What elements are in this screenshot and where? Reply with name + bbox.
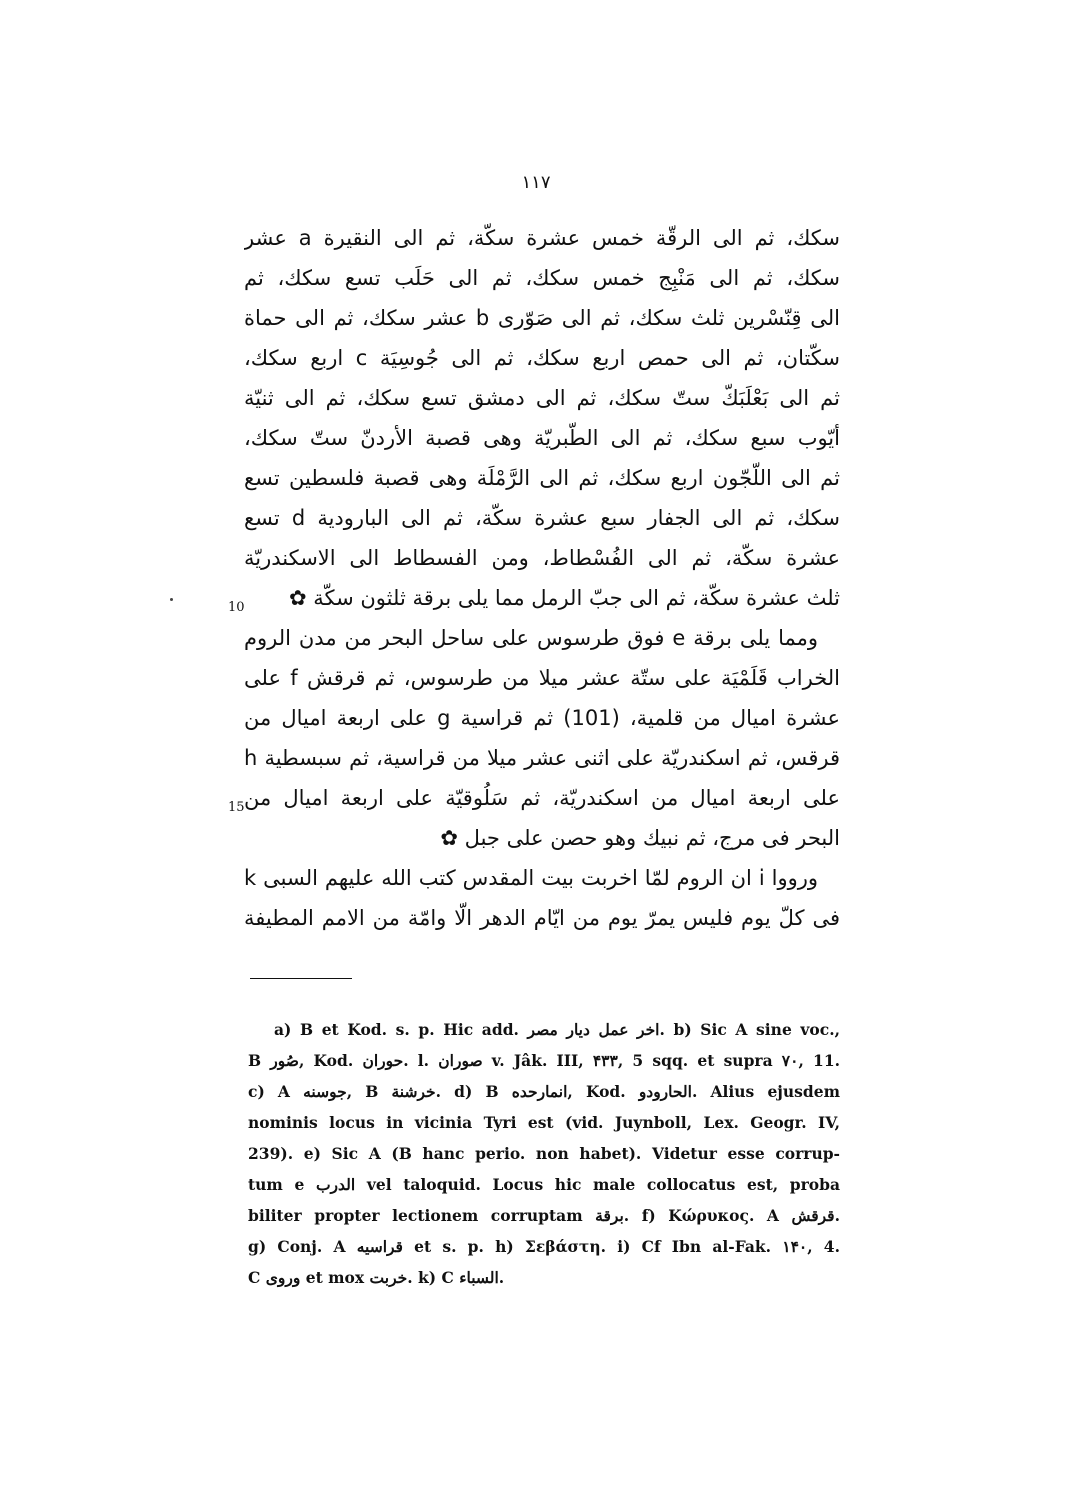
line-number-10: 10	[228, 600, 245, 615]
footnote-line: c) A جوسنه, B خرشنة. d) B انمارحده, Kod. الحارودو. Alius ejusdem	[248, 1082, 840, 1101]
text-line: فى كلّ يوم فليس يمرّ يوم من ايّام الدهر الّا وامّة من الامم المطيفة	[244, 906, 840, 930]
text-line: عشرة اميال من قلمية، (101) ثم قراسية g على اربعة اميال من	[244, 706, 840, 730]
footnote-line: C وروى et mox خربت. k) C السباء.	[248, 1268, 505, 1287]
text-line: ورووا i ان الروم لمّا اخربت بيت المقدس كتب الله عليهم السبى k	[244, 866, 819, 890]
footnote-separator-rule	[250, 978, 352, 979]
stray-ink-mark	[170, 598, 173, 601]
footnotes	[248, 1014, 840, 1293]
text-line: البحر فى مرج، ثم نبيك وهو حصن على جبل ✿	[440, 826, 840, 850]
text-line: ثم الى بَعْلَبَكّ ستّ سكك، ثم الى دمشق تسع سكك، ثم الى ثنيّة	[244, 386, 840, 410]
text-line: سكك، ثم الى الرقّة خمس عشرة سكّة، ثم الى النقيرة a عشر	[244, 226, 840, 250]
text-line: قرقس، ثم اسكندريّة على اثنى عشر ميلا من قراسية، ثم سبسطية h	[244, 746, 840, 770]
footnote-line: 239). e) Sic A (B hanc perio. non habet). Videtur esse corrup-	[248, 1144, 840, 1163]
text-line: الى قِنّسْرين ثلث سكك، ثم الى صَوّرى b عشر سكك، ثم الى حماة	[244, 306, 840, 330]
arabic-body-text	[244, 218, 840, 938]
text-line: ثلث عشرة سكّة، ثم الى جبّ الرمل مما يلى برقة ثلثون سكّة ✿	[288, 586, 840, 610]
footnote-line: g) Conj. A قراسيه et s. p. h) Σεβάστη. i) Cf Ibn al-Fak. ۱۴۰, 4.	[248, 1237, 840, 1256]
text-line: ومما يلى برقة e فوق طرسوس على ساحل البحر من مدن الروم	[244, 626, 819, 650]
text-line: سكك، ثم الى الجفار سبع عشرة سكّة، ثم الى البارودية d تسع	[244, 506, 840, 530]
footnote-line: nominis locus in vicinia Tyri est (vid. Juynboll, Lex. Geogr. IV,	[248, 1113, 840, 1132]
page-number: ۱۱۷	[521, 172, 551, 193]
text-line: على اربعة اميال من اسكندريّة، ثم سَلُوقيّة على اربعة اميال من	[244, 786, 840, 810]
text-line: سكّتان، ثم الى حمص اربع سكك، ثم الى جُوسِيَة c اربع سكك،	[244, 346, 840, 370]
text-line: عشرة سكّة، ثم الى الفُسْطاط، ومن الفسطاط الى الاسكندريّة	[244, 546, 840, 570]
text-line: الخراب قَلَمْيَة على ستّة عشر ميلا من طرسوس، ثم قرقش f على	[244, 666, 840, 690]
text-line: ثم الى اللّجّون اربع سكك، ثم الى الرَّمْلَة وهى قصبة فلسطين تسع	[244, 466, 840, 490]
text-line: أيّوب سبع سكك، ثم الى الطّبريّة وهى قصبة الأردنّ ستّ سكك،	[244, 426, 840, 450]
line-number-15: 15	[228, 800, 245, 815]
footnote-line: B صُور, Kod. حوران. l. صوران v. Jâk. III, ۴۳۳, 5 sqq. et supra ۷۰, 11.	[248, 1051, 840, 1070]
footnote-line: a) B et Kod. s. p. Hic add. اخر عمل ديار مصر. b) Sic A sine voc.,	[274, 1020, 840, 1039]
text-line: سكك، ثم الى مَنْبِج خمس سكك، ثم الى حَلَب تسع سكك، ثم	[244, 266, 840, 290]
footnote-line: biliter propter lectionem corruptam برقة. f) Κώρυκος. A قرقش.	[248, 1206, 840, 1225]
footnote-line: tum e الدرب vel taloquid. Locus hic male collocatus est, proba	[248, 1175, 840, 1194]
